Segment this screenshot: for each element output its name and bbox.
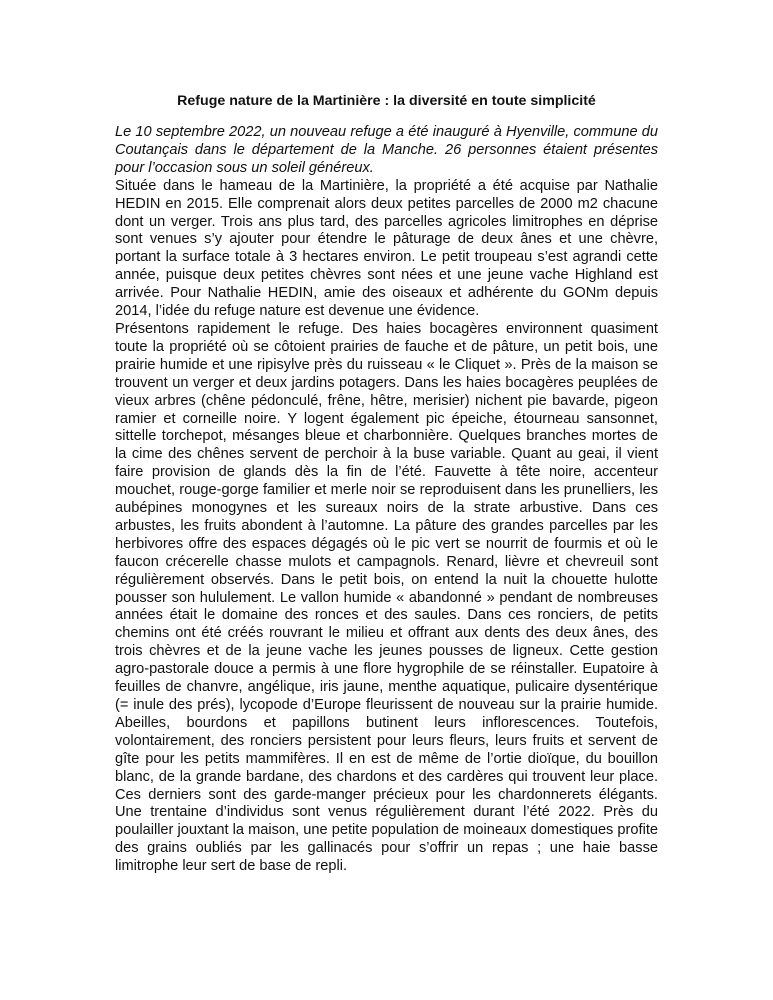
body-paragraph-2: Présentons rapidement le refuge. Des haies bocagères environnent quasiment toute la propriété où se côtoient prairies de fauche et de pâture, un petit bois, une prairie humide et une ripisylve près du ruisseau « le Cliquet ». Près de la maison se trouvent un verger et deux jardins potagers. Dans les haies bocagères peuplées de vieux arbres (chêne pédonculé, frêne, hêtre, merisier) nichent pie bavarde, pigeon ramier et corneille noire. Y logent également pic épeiche, étourneau sansonnet, sittelle torchepot, mésanges bleue et charbonnière. Quelques branches mortes de la cime des chênes servent de perchoir à la buse variable. Quant au geai, il vient faire provision de glands dès la fin de l’été. Fauvette à tête noire, accenteur mouchet, rouge-gorge familier et merle noir se reproduisent dans les prunelliers, les aubépines monogynes et les sureaux noirs de la strate arbustive. Dans ces arbustes, les fruits abondent à l’automne. La pâture des grandes parcelles par les herbivores offre des espaces dégagés où le pic vert se nourrit de fourmis et où le faucon crécerelle chasse mulots et campagnols. Renard, lièvre et chevreuil sont régulièrement observés. Dans le petit bois, on entend la nuit la chouette hulotte pousser son hululement. Le vallon humide « abandonné » pendant de nombreuses années était le domaine des ronces et des saules. Dans ces ronciers, de petits chemins ont été créés rouvrant le milieu et offrant aux dents des deux ânes, des trois chèvres et de la jeune vache les jeunes pousses de ligneux. Cette gestion agro-pastorale douce a permis à une flore hygrophile de se réinstaller. Eupatoire à feuilles de chanvre, angélique, iris jaune, menthe aquatique, pulicaire dysentérique (= inule des prés), lycopode d’Europe fleurissent de nouveau sur la prairie humide. Abeilles, bourdons et papillons butinent leurs inflorescences. Toutefois, volontairement, des ronciers persistent pour leurs fleurs, leurs fruits et servent de gîte pour les petits mammifères. Il en est de même de l’ortie dioïque, du bouillon blanc, de la grande bardane, des chardons et des cardères qui trouvent leur place. Ces derniers sont des garde-manger précieux pour les chardonnerets élégants. Une trentaine d’individus sont venus régulièrement durant l’été 2022. Près du poulailler jouxtant la maison, une petite population de moineaux domestiques profite des grains oubliés par les gallinacés pour s’offrir un repas ; une haie basse limitrophe leur sert de base de repli. [115, 320, 658, 875]
intro-paragraph: Le 10 septembre 2022, un nouveau refuge a été inauguré à Hyenville, commune du Coutançais dans le département de la Manche. 26 personnes étaient présentes pour l’occasion sous un soleil généreux. [115, 124, 658, 176]
document-title: Refuge nature de la Martinière : la diversité en toute simplicité [177, 93, 596, 109]
document-page [115, 92, 658, 876]
body-paragraph-1: Située dans le hameau de la Martinière, la propriété a été acquise par Nathalie HEDIN en 2015. Elle comprenait alors deux petites parcelles de 2000 m2 chacune dont un verger. Trois ans plus tard, des parcelles agricoles limitrophes en déprise sont venues s’y ajouter pour étendre le pâturage de deux ânes et une chèvre, portant la surface totale à 3 hectares environ. Le petit troupeau s’est agrandi cette année, puisque deux petites chèvres sont nées et une jeune vache Highland est arrivée. Pour Nathalie HEDIN, amie des oiseaux et adhérente du GONm depuis 2014, l’idée du refuge nature est devenue une évidence. [115, 177, 658, 320]
